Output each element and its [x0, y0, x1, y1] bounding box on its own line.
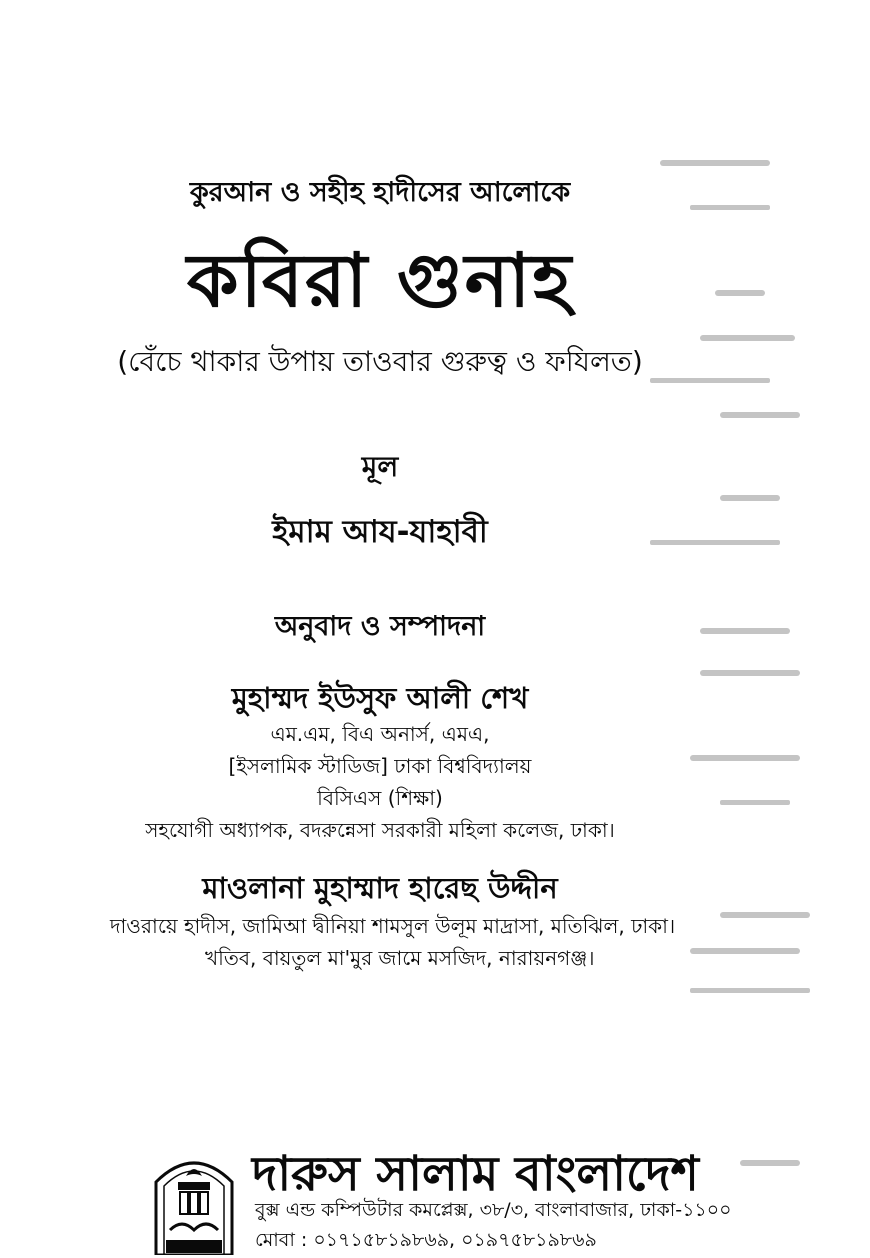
editor1-name: মুহাম্মদ ইউসুফ আলী শেখ: [231, 681, 529, 715]
publisher-phone: মোবা : ০১৭১৫৮১৯৮৬৯, ০১৯৭৫৮১৯৮৬৯: [255, 1229, 597, 1251]
subtitle-top: কুরআন ও সহীহ হাদীসের আলোকে: [189, 177, 571, 208]
editor1-qualification: [ইসলামিক স্টাডিজ] ঢাকা বিশ্ববিদ্যালয়: [228, 754, 532, 778]
book-subtitle: (বেঁচে থাকার উপায় তাওবার গুরুত্ব ও ফযিলত): [117, 345, 643, 378]
original-author: ইমাম আয-যাহাবী: [272, 514, 488, 550]
publisher-address: বুক্স এন্ড কম্পিউটার কমপ্লেক্স, ৩৮/৩, বাংলাবাজার, ঢাকা-১১০০: [255, 1199, 732, 1221]
editor1-qualification: এম.এম, বিএ অনার্স, এমএ,: [270, 722, 490, 746]
publisher-name: দারুস সালাম বাংলাদেশ: [252, 1146, 699, 1202]
editor2-role: দাওরায়ে হাদীস, জামিআ দ্বীনিয়া শামসুল উলূম মাদ্রাসা, মতিঝিল, ঢাকা।: [110, 914, 676, 938]
editor2-name: মাওলানা মুহাম্মাদ হারেছ উদ্দীন: [202, 871, 558, 905]
editor1-qualification: সহযোগী অধ্যাপক, বদরুন্নেসা সরকারী মহিলা কলেজ, ঢাকা।: [145, 818, 615, 842]
darussalam-logo-icon: [152, 1148, 236, 1255]
editor1-qualification: বিসিএস (শিক্ষা): [317, 786, 443, 810]
translation-label: অনুবাদ ও সম্পাদনা: [274, 611, 486, 642]
book-title: কবিরা গুনাহ: [186, 238, 574, 324]
original-label: মূল: [361, 450, 399, 483]
editor2-role: খতিব, বায়তুল মা'মুর জামে মসজিদ, নারায়নগঞ্জ।: [205, 946, 595, 970]
